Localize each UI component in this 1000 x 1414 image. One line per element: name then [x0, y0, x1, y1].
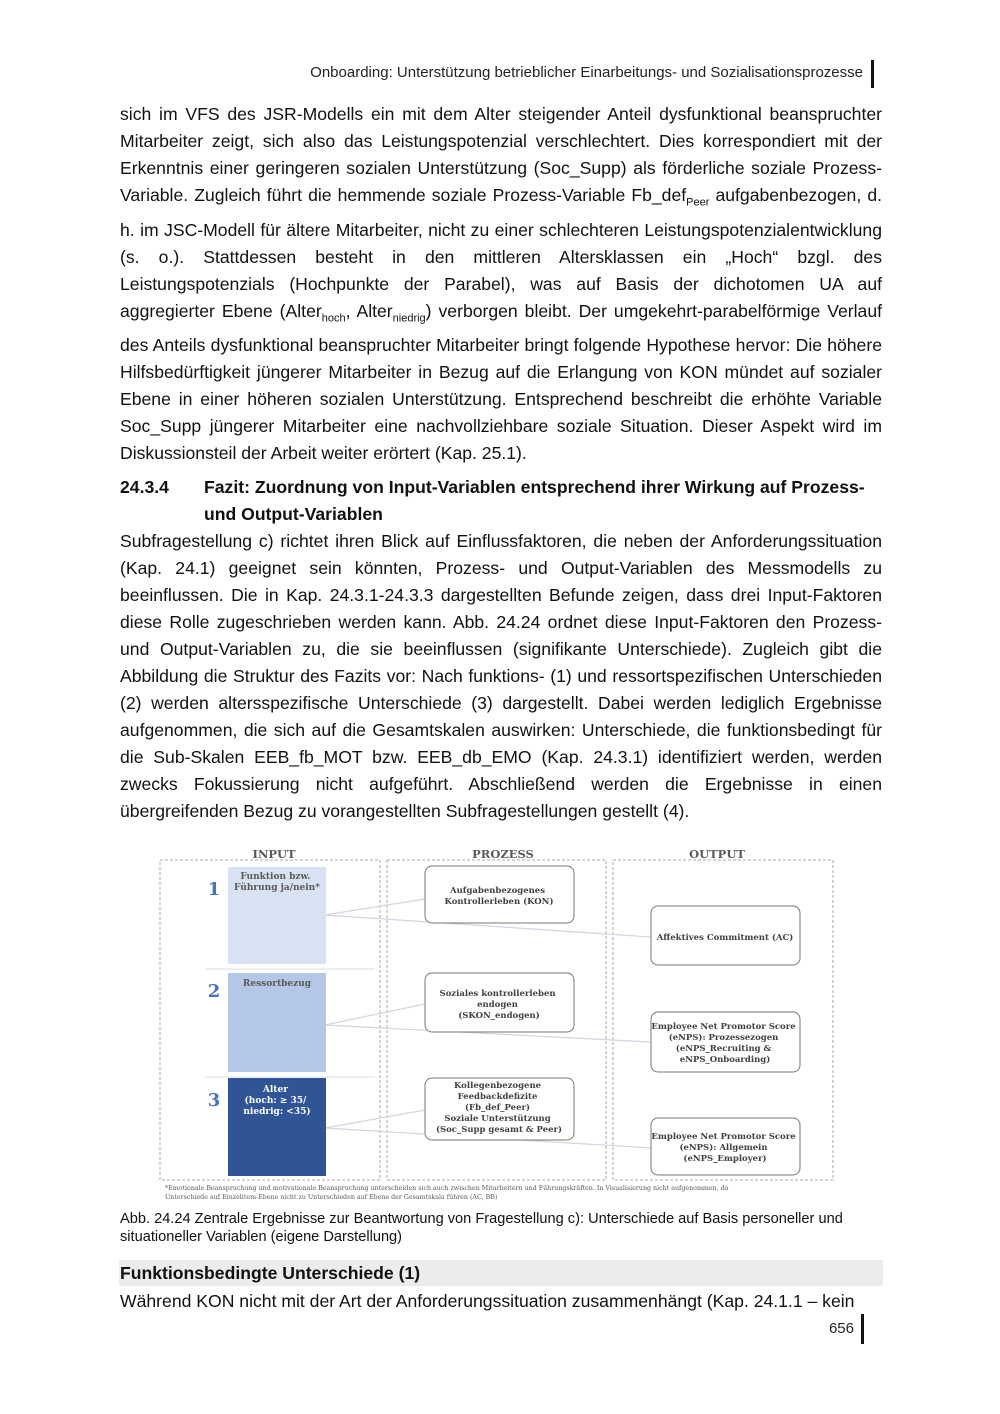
para1-text-c: , Alter [345, 300, 393, 321]
para1-sub-peer: Peer [686, 196, 710, 209]
subsection-heading: Funktionsbedingte Unterschiede (1) [120, 1263, 421, 1283]
body-paragraph-2: Subfragestellung c) richtet ihren Blick auf Einflussfaktoren, die neben der Anforderungssituation (Kap. 24.1) geeignet sein könnten, Prozess- und Output-Variablen des Messmodells zu beeinflussen. Die in Kap. 24.3.1-24.3.3 dargestellten Befunde zeigen, dass drei Input-Faktoren diese Rolle zugeschrieben werden kann. Abb. 24.24 ordnet diese Input-Faktoren den Prozess- und Output-Variablen zu, die sie beeinflussen (signifikante Unterschiede). Zugleich gibt die Abbildung die Struktur des Fazits vor: Nach funktions- (1) und ressortspezifischen Unterschieden (2) werden altersspezifische Unterschiede (3) dargestellt. Dabei werden lediglich Ergebnisse aufgenommen, die sich auf die Gesamtskalen auswirken: Unterschiede, die funktionsbedingt für die Sub-Skalen EEB_fb_MOT bzw. EEB_db_EMO (Kap. 24.3.1) identifiziert werden, werden zwecks Fokussierung nicht aufgeführt. Abschließend werden die Ergebnisse in einen übergreifenden Bezug zu vorangestellten Subfragestellungen gestellt (4). [120, 531, 882, 821]
connector-line [325, 899, 425, 915]
figure-diagram [155, 842, 845, 1204]
input-label-alter: Alter (hoch: ≥ 35/ niedrig: <35) [243, 1085, 311, 1117]
body-paragraph-3: Während KON nicht mit der Art der Anforderungssituation zusammenhängt (Kap. 24.1.1 – kein [120, 1291, 855, 1311]
para1-sub-niedrig: niedrig [392, 312, 426, 325]
para1-text-a: sich im VFS des JSR-Modells ein mit dem Alter steigender Anteil dysfunktional beanspruchter Mitarbeiter zeigt, sich also das Leistungspotenzial verschlechtert. Dies korrespondiert mit der Erkenntnis einer geringeren sozialen Unterstützung (Soc_Supp) als förderliche soziale Prozess-Variable. Zugleich führt die hemmende soziale Prozess-Variable Fb_def [120, 104, 882, 205]
running-header: Onboarding: Unterstützung betrieblicher Einarbeitungs- und Sozialisationsprozesse [310, 64, 863, 81]
section-number: 24.3.4 [120, 477, 169, 497]
para1-text-d: ) verborgen bleibt. Der umgekehrt-parabelförmige Verlauf des Anteils dysfunktional beanspruchter Mitarbeiter bringt folgende Hypothese hervor: Die höhere Hilfsbedürftigkeit jüngerer Mitarbeiter in Bezug auf die Erlangung von KON mündet auf sozialer Ebene in einer höheren sozialen Unterstützung. Entsprechend beschreibt die erhöhte Variable Soc_Supp jüngerer Mitarbeiter eine nachvollziehbare soziale Situation. Dieser Aspekt wird im Diskussionsteil der Arbeit weiter erörtert (Kap. 25.1). [120, 300, 882, 464]
row-number-3: 3 [207, 1090, 221, 1111]
para1-text-b: aufgabenbezogen, d. h. im JSC-Modell für ältere Mitarbeiter, nicht zu einer schlechteren Leistungspotenzialentwicklung (s. o.). Stattdessen besteht in den mittleren Altersklassen ein „Hoch“ bzgl. des Leistungspotenzials (Hochpunkte der Parabel), was auf Basis der dichotomen UA auf aggregierter Ebene (Alter [120, 185, 882, 321]
page-number-rule [861, 1314, 864, 1344]
header-rule [871, 60, 874, 88]
column-header-input: INPUT [252, 847, 296, 861]
body-paragraph-1 [120, 101, 882, 467]
row-number-2: 2 [207, 981, 221, 1002]
figure-footnote: *Emotionale Beanspruchung und motivationale Beanspruchung unterscheiden sich auch zwischen Mitarbeitern und Führungskräften. In Visualisierung nicht aufgenommen, da Unterschiede auf Einzelitem-Ebene nicht zu Unterschieden auf Ebene der Gesamtskala führen (AC, BB) [165, 1185, 729, 1201]
input-label-ressort: Ressortbezug [242, 979, 312, 989]
process-label-skon: Soziales kontrollerleben endogen (SKON_endogen) [439, 989, 556, 1021]
page-number: 656 [828, 1320, 854, 1337]
output-label-enps-allgemein: Employee Net Promotor Score (eNPS): Allgemein (eNPS_Employer) [651, 1132, 796, 1164]
connector-line [325, 1110, 425, 1128]
process-label-peer: Kollegenbezogene Feedbackdefizite (Fb_def_Peer) Soziale Unterstützung (Soc_Supp gesamt & Peer) [435, 1081, 563, 1135]
output-label-ac: Affektives Commitment (AC) [656, 933, 794, 943]
process-label-kon: Aufgabenbezogenes Kontrollerleben (KON) [444, 886, 554, 907]
figure-caption: Abb. 24.24 Zentrale Ergebnisse zur Beantwortung von Fragestellung c): Unterschiede auf Basis personeller und situationeller Variablen (eigene Darstellung) [120, 1211, 843, 1245]
section-title-line2: und Output-Variablen [204, 504, 383, 524]
para1-sub-hoch: hoch [321, 312, 346, 325]
input-label-funktion: Funktion bzw. Führung ja/nein* [234, 872, 320, 893]
column-header-output: OUTPUT [689, 847, 745, 861]
output-label-enps-prozess: Employee Net Promotor Score (eNPS): Prozessezogen (eNPS_Recruiting & eNPS_Onboarding) [651, 1022, 796, 1065]
section-heading [120, 474, 882, 528]
row-number-1: 1 [207, 879, 221, 900]
section-title-line1: Fazit: Zuordnung von Input-Variablen entsprechend ihrer Wirkung auf Prozess- [204, 477, 865, 497]
connector-line [325, 1004, 425, 1025]
column-header-prozess: PROZESS [472, 847, 534, 861]
